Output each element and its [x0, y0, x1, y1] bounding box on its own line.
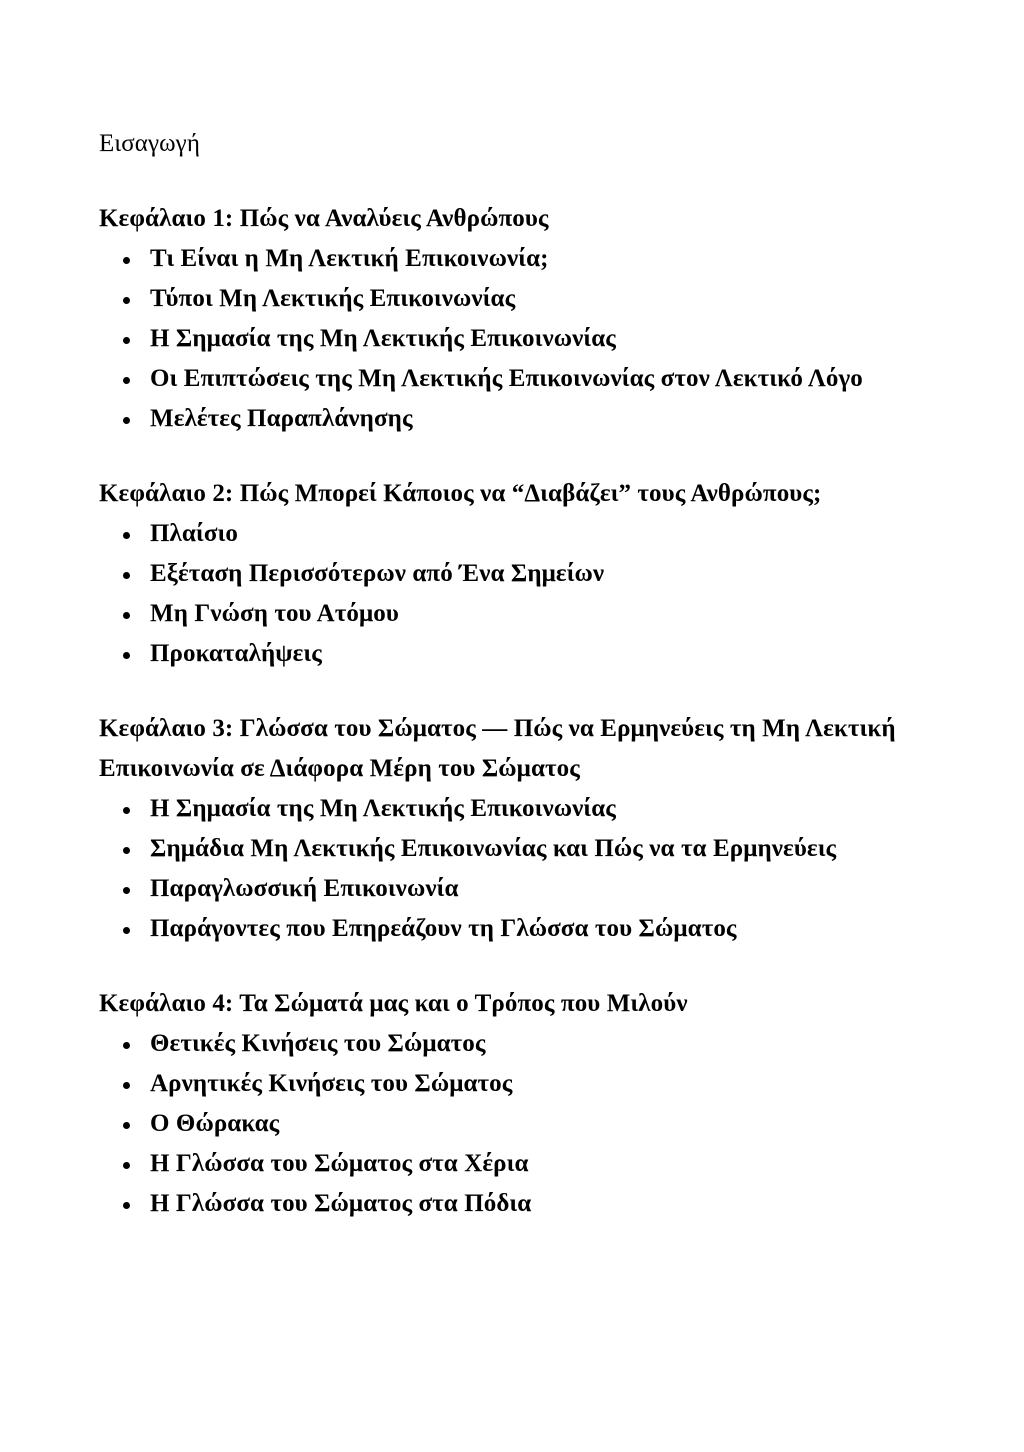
list-item: Μελέτες Παραπλάνησης: [99, 399, 959, 439]
list-item: Η Γλώσσα του Σώματος στα Χέρια: [99, 1144, 959, 1184]
chapter-toc-list-4: [99, 1024, 959, 1224]
chapter-section-4: [99, 984, 959, 1224]
list-item: Η Σημασία της Μη Λεκτικής Επικοινωνίας: [99, 789, 959, 829]
spacer: [99, 164, 959, 199]
list-item: Η Σημασία της Μη Λεκτικής Επικοινωνίας: [99, 319, 959, 359]
chapter-heading-2: Κεφάλαιο 2: Πώς Μπορεί Κάποιος να “Διαβάζει” τους Ανθρώπους;: [99, 480, 822, 507]
list-item: Προκαταλήψεις: [99, 634, 959, 674]
list-item: Τι Είναι η Μη Λεκτική Επικοινωνία;: [99, 239, 959, 279]
chapter-heading-1: Κεφάλαιο 1: Πώς να Αναλύεις Ανθρώπους: [99, 205, 549, 232]
list-item: Παραγλωσσική Επικοινωνία: [99, 869, 959, 909]
chapter-toc-list-1: [99, 239, 959, 439]
list-item: Αρνητικές Κινήσεις του Σώματος: [99, 1064, 959, 1104]
chapter-toc-list-3: [99, 789, 959, 949]
list-item: Η Γλώσσα του Σώματος στα Πόδια: [99, 1184, 959, 1224]
chapter-section-1: [99, 199, 959, 439]
spacer: [99, 674, 959, 709]
chapter-section-2: [99, 474, 959, 674]
list-item: Οι Επιπτώσεις της Μη Λεκτικής Επικοινωνίας στον Λεκτικό Λόγο: [99, 359, 959, 399]
list-item: Θετικές Κινήσεις του Σώματος: [99, 1024, 959, 1064]
chapter-heading-4: Κεφάλαιο 4: Τα Σώματά μας και ο Τρόπος που Μιλούν: [99, 990, 688, 1017]
list-item: Ο Θώρακας: [99, 1104, 959, 1144]
document-content: [99, 124, 959, 1224]
list-item: Πλαίσιο: [99, 514, 959, 554]
spacer: [99, 439, 959, 474]
list-item: Εξέταση Περισσότερων από Ένα Σημείων: [99, 554, 959, 594]
chapter-toc-list-2: [99, 514, 959, 674]
chapter-section-3: [99, 709, 959, 949]
list-item: Τύποι Μη Λεκτικής Επικοινωνίας: [99, 279, 959, 319]
spacer: [99, 949, 959, 984]
list-item: Μη Γνώση του Ατόμου: [99, 594, 959, 634]
intro-heading: Εισαγωγή: [99, 130, 200, 157]
chapter-heading-3: Κεφάλαιο 3: Γλώσσα του Σώματος — Πώς να Ερμηνεύεις τη Μη Λεκτική Επικοινωνία σε Διάφορα Μέρη του Σώματος: [99, 715, 896, 782]
list-item: Παράγοντες που Επηρεάζουν τη Γλώσσα του Σώματος: [99, 909, 959, 949]
list-item: Σημάδια Μη Λεκτικής Επικοινωνίας και Πώς να τα Ερμηνεύεις: [99, 829, 959, 869]
